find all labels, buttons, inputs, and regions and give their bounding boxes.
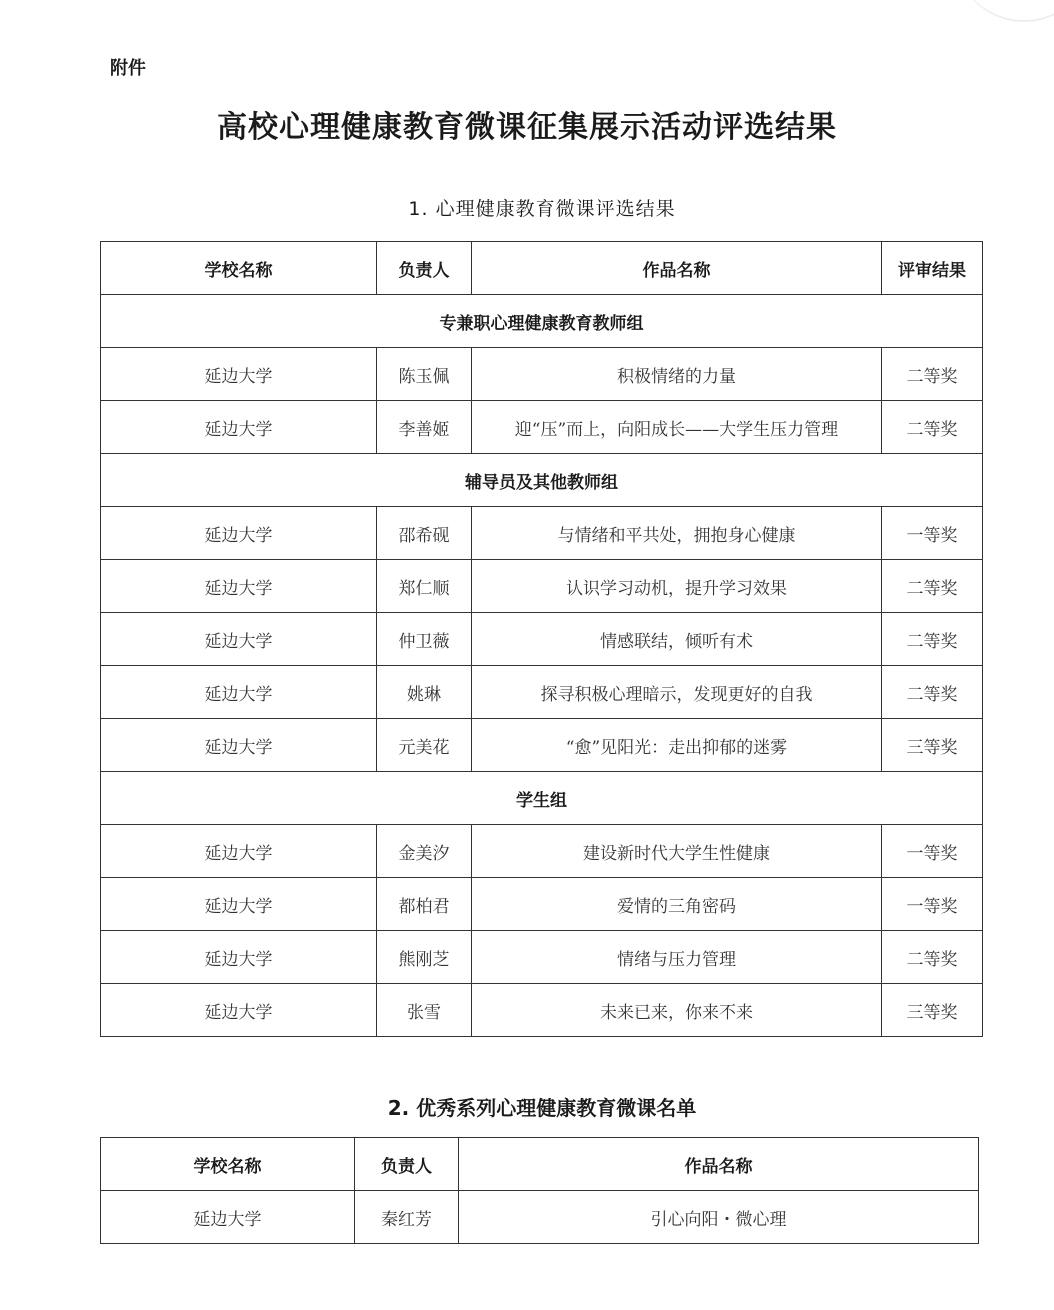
cell-person: 都柏君 (377, 878, 472, 931)
table-row (101, 719, 983, 772)
cell-result: 二等奖 (882, 348, 983, 401)
excellent-series-table (100, 1137, 979, 1244)
table-row (101, 984, 983, 1037)
results-table (100, 241, 983, 1037)
cell-result: 二等奖 (882, 666, 983, 719)
cell-school: 延边大学 (101, 401, 377, 454)
table-row (101, 401, 983, 454)
section1-title: 1. 心理健康教育微课评选结果 (408, 198, 676, 220)
cell-person: 金美汐 (377, 825, 472, 878)
cell-person: 李善姬 (377, 401, 472, 454)
cell-school: 延边大学 (101, 1191, 355, 1244)
cell-school: 延边大学 (101, 666, 377, 719)
table-row (101, 507, 983, 560)
decorative-arc (954, 0, 1054, 22)
header-work: 作品名称 (459, 1138, 979, 1191)
header-school: 学校名称 (101, 242, 377, 295)
cell-school: 延边大学 (101, 931, 377, 984)
cell-school: 延边大学 (101, 348, 377, 401)
attachment-label: 附件 (110, 58, 146, 79)
cell-result: 二等奖 (882, 613, 983, 666)
table-row (101, 825, 983, 878)
cell-work: 未来已来，你来不来 (472, 984, 882, 1037)
cell-work: 爱情的三角密码 (472, 878, 882, 931)
cell-person: 邵希砚 (377, 507, 472, 560)
cell-school: 延边大学 (101, 507, 377, 560)
group-name: 辅导员及其他教师组 (101, 454, 983, 507)
table-header-row (101, 242, 983, 295)
cell-person: 熊刚芝 (377, 931, 472, 984)
header-person: 负责人 (355, 1138, 459, 1191)
cell-result: 三等奖 (882, 984, 983, 1037)
table-row (101, 666, 983, 719)
table-row (101, 613, 983, 666)
cell-work: 积极情绪的力量 (472, 348, 882, 401)
header-person: 负责人 (377, 242, 472, 295)
group-name: 学生组 (101, 772, 983, 825)
table-row (101, 878, 983, 931)
table-row (101, 1191, 979, 1244)
cell-person: 郑仁顺 (377, 560, 472, 613)
cell-person: 张雪 (377, 984, 472, 1037)
cell-work: 迎“压”而上，向阳成长——大学生压力管理 (472, 401, 882, 454)
cell-work: 情感联结，倾听有术 (472, 613, 882, 666)
group-name: 专兼职心理健康教育教师组 (101, 295, 983, 348)
cell-school: 延边大学 (101, 825, 377, 878)
page-title: 高校心理健康教育微课征集展示活动评选结果 (217, 110, 837, 145)
cell-result: 二等奖 (882, 931, 983, 984)
cell-school: 延边大学 (101, 613, 377, 666)
cell-person: 姚琳 (377, 666, 472, 719)
table-row (101, 560, 983, 613)
group-row (101, 772, 983, 825)
cell-person: 仲卫薇 (377, 613, 472, 666)
cell-result: 一等奖 (882, 825, 983, 878)
cell-work: 探寻积极心理暗示，发现更好的自我 (472, 666, 882, 719)
group-row (101, 454, 983, 507)
cell-result: 三等奖 (882, 719, 983, 772)
cell-work: 与情绪和平共处，拥抱身心健康 (472, 507, 882, 560)
table-header-row (101, 1138, 979, 1191)
cell-work: 引心向阳・微心理 (459, 1191, 979, 1244)
header-result: 评审结果 (882, 242, 983, 295)
cell-work: 情绪与压力管理 (472, 931, 882, 984)
header-work: 作品名称 (472, 242, 882, 295)
cell-school: 延边大学 (101, 560, 377, 613)
cell-person: 陈玉佩 (377, 348, 472, 401)
cell-work: “愈”见阳光：走出抑郁的迷雾 (472, 719, 882, 772)
cell-person: 秦红芳 (355, 1191, 459, 1244)
cell-person: 元美花 (377, 719, 472, 772)
cell-school: 延边大学 (101, 719, 377, 772)
cell-result: 二等奖 (882, 401, 983, 454)
cell-school: 延边大学 (101, 878, 377, 931)
cell-school: 延边大学 (101, 984, 377, 1037)
cell-work: 认识学习动机，提升学习效果 (472, 560, 882, 613)
table-row (101, 931, 983, 984)
table-row (101, 348, 983, 401)
section2-title: 2. 优秀系列心理健康教育微课名单 (387, 1096, 697, 1120)
header-school: 学校名称 (101, 1138, 355, 1191)
group-row (101, 295, 983, 348)
cell-result: 一等奖 (882, 878, 983, 931)
cell-work: 建设新时代大学生性健康 (472, 825, 882, 878)
cell-result: 二等奖 (882, 560, 983, 613)
cell-result: 一等奖 (882, 507, 983, 560)
